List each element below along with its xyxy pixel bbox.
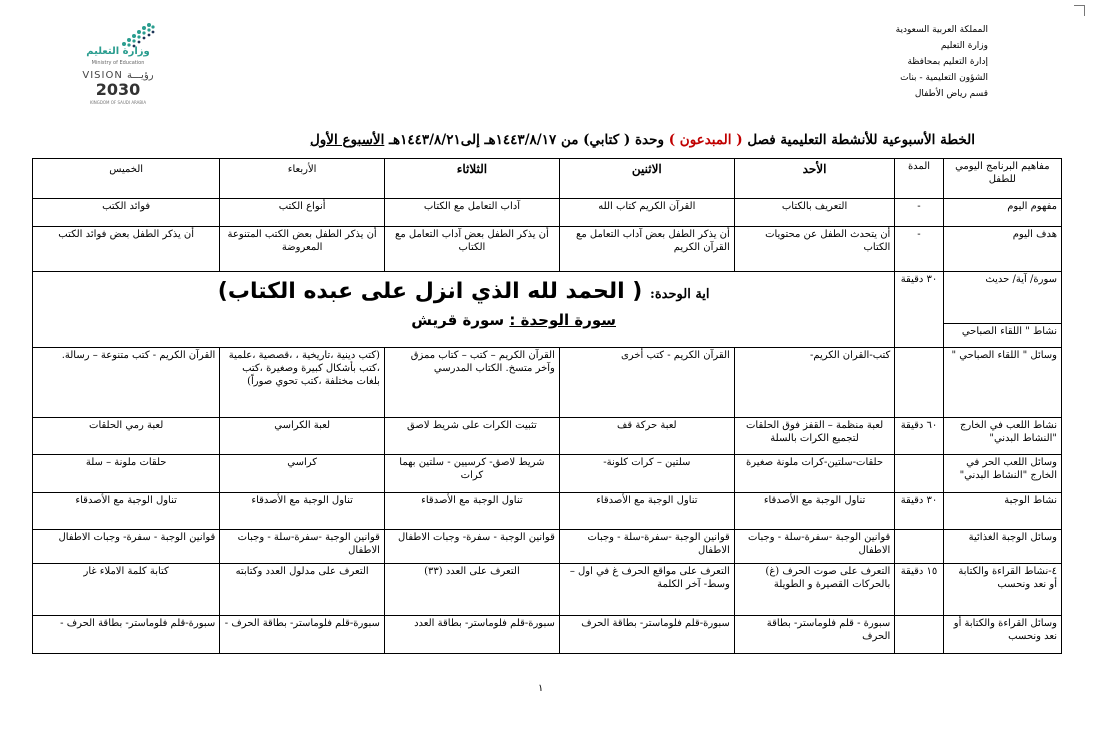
- row-duration: ٦٠ دقيقة: [895, 418, 943, 455]
- row-label: مفهوم اليوم: [943, 199, 1061, 227]
- row-duration: [895, 348, 943, 418]
- table-cell: (كتب دينية ،تاريخية ، ،قصصية ،علمية ،كتب بأشكال كبيرة وصغيرة ،كتب بلغات مختلفة ،كتب تحوي صوراً): [220, 348, 385, 418]
- table-cell: التعرف على صوت الحرف (غ) بالحركات القصيرة و الطويلة: [734, 564, 895, 616]
- table-cell: قوانين الوجبة - سفرة- وجبات الاطفال: [33, 530, 220, 564]
- vision-year: 2030: [95, 80, 141, 99]
- table-header-row: [33, 159, 1062, 199]
- table-cell: فوائد الكتب: [33, 199, 220, 227]
- table-cell: حلقات-سلتين-كرات ملونة صغيرة: [734, 455, 895, 493]
- title-part-2: وحدة ( كتابي) من ١٤٤٣/٨/١٧هـ إلى١٤٤٣/٨/٢١هـ: [389, 132, 664, 148]
- table-row-reading-tools: [33, 616, 1062, 654]
- ministry-logo: [78, 20, 158, 110]
- row-duration: [895, 530, 943, 564]
- table-cell: أن يتحدث الطفل عن محتويات الكتاب: [734, 227, 895, 272]
- row-duration: ١٥ دقيقة: [895, 564, 943, 616]
- row-duration: [895, 616, 943, 654]
- header-day-sunday: الأحد: [734, 159, 895, 199]
- header-line-ministry: وزارة التعليم: [940, 41, 988, 51]
- header-day-tuesday: الثلاثاء: [384, 159, 559, 199]
- document-header: [788, 22, 988, 102]
- table-row-goal: [33, 227, 1062, 272]
- row-duration: -: [895, 227, 943, 272]
- header-duration: المدة: [895, 159, 943, 199]
- unit-surah-label: سورة الوحدة :: [509, 311, 616, 329]
- ministry-name-en: Ministry of Education: [91, 60, 145, 66]
- table-cell: سبورة-قلم فلوماستر- بطاقة العدد: [384, 616, 559, 654]
- table-cell: القرآن الكريم – كتب – كتاب ممزق وآخر متسخ. الكتاب المدرسي: [384, 348, 559, 418]
- row-label: وسائل الوجبة الغذائية: [943, 530, 1061, 564]
- header-line-country: المملكة العربية السعودية: [895, 25, 988, 35]
- row-label: هدف اليوم: [943, 227, 1061, 272]
- table-cell: أنواع الكتب: [220, 199, 385, 227]
- table-row-outdoor: [33, 418, 1062, 455]
- unit-surah: [37, 310, 895, 330]
- table-row-meal: [33, 493, 1062, 530]
- row-duration: -: [895, 199, 943, 227]
- table-cell: القرآن الكريم - كتب أخرى: [559, 348, 734, 418]
- page-number: ١: [538, 683, 544, 694]
- header-line-department: قسم رياض الأطفال: [914, 89, 988, 99]
- table-cell: لعبة منظمة – القفز فوق الحلقات لتجميع الكرات بالسلة: [734, 418, 895, 455]
- table-cell: أن يذكر الطفل بعض فوائد الكتب: [33, 227, 220, 272]
- table-cell: التعرف على مواقع الحرف غ في اول –وسط- آخر الكلمة: [559, 564, 734, 616]
- plan-title: [190, 132, 975, 148]
- table-cell: أن يذكر الطفل بعض آداب التعامل مع القرآن الكريم: [559, 227, 734, 272]
- table-row-morning-tools: [33, 348, 1062, 418]
- row-duration: [895, 455, 943, 493]
- table-cell: سبورة-قلم فلوماستر- بطاقة الحرف -: [33, 616, 220, 654]
- weekly-plan-table: [32, 158, 1062, 654]
- unit-verse-label: اية الوحدة:: [650, 287, 710, 302]
- table-cell: شريط لاصق- كرسيين - سلتين بهما كرات: [384, 455, 559, 493]
- table-cell: التعريف بالكتاب: [734, 199, 895, 227]
- table-row-surah: [33, 272, 1062, 324]
- table-cell: قوانين الوجبة - سفرة- وجبات الاطفال: [384, 530, 559, 564]
- row-label: وسائل " اللقاء الصباحي ": [943, 348, 1061, 418]
- table-cell: قوانين الوجبة -سفرة-سلة - وجبات الاطفال: [734, 530, 895, 564]
- row-label: نشاط اللعب في الخارج "النشاط البدني": [943, 418, 1061, 455]
- row-duration: ٣٠ دقيقة: [895, 493, 943, 530]
- table-cell: أن يذكر الطفل بعض الكتب المتنوعة المعروضة: [220, 227, 385, 272]
- table-cell: تناول الوجبة مع الأصدقاء: [33, 493, 220, 530]
- table-row-reading: [33, 564, 1062, 616]
- table-cell: تناول الوجبة مع الأصدقاء: [734, 493, 895, 530]
- table-cell: لعبة الكراسي: [220, 418, 385, 455]
- header-day-monday: الاثنين: [559, 159, 734, 199]
- table-row-meal-tools: [33, 530, 1062, 564]
- row-label: ٤-نشاط القراءة والكتابة أو نعد ونحسب: [943, 564, 1061, 616]
- table-row-concept: [33, 199, 1062, 227]
- week-label: الأسبوع الأول: [309, 132, 385, 148]
- header-concept: مفاهيم البرنامج اليومي للطفل: [943, 159, 1061, 199]
- row-label: وسائل اللعب الحر في الخارج "النشاط البدني": [943, 455, 1061, 493]
- row-duration: ٣٠ دقيقة: [895, 272, 943, 348]
- header-line-directorate: إدارة التعليم بمحافظة: [907, 57, 988, 67]
- title-part-1: الخطة الأسبوعية للأنشطة التعليمية فصل: [747, 132, 975, 148]
- table-cell: حلقات ملونة – سلة: [33, 455, 220, 493]
- table-cell: التعرف على مدلول العدد وكتابته: [220, 564, 385, 616]
- header-line-affairs: الشؤون التعليمية - بنات: [900, 73, 988, 83]
- table-cell: كراسي: [220, 455, 385, 493]
- table-cell: قوانين الوجبة -سفرة-سلة - وجبات الاطفال: [559, 530, 734, 564]
- table-cell: تناول الوجبة مع الأصدقاء: [220, 493, 385, 530]
- row-label: سورة/ آية/ حديث: [943, 272, 1061, 324]
- table-cell: القرآن الكريم - كتب متنوعة – رسالة.: [33, 348, 220, 418]
- table-cell: القرآن الكريم كتاب الله: [559, 199, 734, 227]
- unit-verse-text: ( الحمد لله الذي انزل على عبده الكتاب): [217, 279, 643, 304]
- table-cell: أن يذكر الطفل بعض آداب التعامل مع الكتاب: [384, 227, 559, 272]
- table-cell: قوانين الوجبة -سفرة-سلة - وجبات الاطفال: [220, 530, 385, 564]
- table-cell: تناول الوجبة مع الأصدقاء: [384, 493, 559, 530]
- table-cell: لعبة حركة قف: [559, 418, 734, 455]
- table-cell: سبورة-قلم فلوماستر- بطاقة الحرف -: [220, 616, 385, 654]
- table-cell: كتابة كلمة الاملاء غار: [33, 564, 220, 616]
- row-label: نشاط الوجبة: [943, 493, 1061, 530]
- unit-surah-name: سورة قريش: [411, 311, 505, 329]
- table-cell: سبورة - قلم فلوماستر- بطاقة الحرف: [734, 616, 895, 654]
- ministry-name-ar: وزارة التعليم: [86, 46, 150, 57]
- table-cell: تثبيت الكرات على شريط لاصق: [384, 418, 559, 455]
- table-cell: التعرف على العدد (٣٣): [384, 564, 559, 616]
- table-cell: آداب التعامل مع الكتاب: [384, 199, 559, 227]
- table-cell: لعبة رمي الحلقات: [33, 418, 220, 455]
- table-row-outdoor-tools: [33, 455, 1062, 493]
- table-cell: كتب-القران الكريم-: [734, 348, 895, 418]
- table-cell: سبورة-قلم فلوماستر- بطاقة الحرف: [559, 616, 734, 654]
- table-cell: تناول الوجبة مع الأصدقاء: [559, 493, 734, 530]
- class-name: ( المبدعون ): [668, 132, 743, 148]
- row-label: نشاط " اللقاء الصباحي: [943, 324, 1061, 348]
- header-day-wednesday: الأربعاء: [220, 159, 385, 199]
- kingdom-caption: KINGDOM OF SAUDI ARABIA: [89, 100, 147, 105]
- unit-verse: [37, 277, 890, 310]
- crop-mark: [1074, 5, 1085, 16]
- row-label: وسائل القراءة والكتابة أو نعد ونحسب: [943, 616, 1061, 654]
- table-cell: سلتين – كرات كلونة-: [559, 455, 734, 493]
- header-day-thursday: الخميس: [33, 159, 220, 199]
- unit-verse-cell: [33, 272, 895, 348]
- vision-wordmark: VISION رؤيـــة: [82, 70, 154, 81]
